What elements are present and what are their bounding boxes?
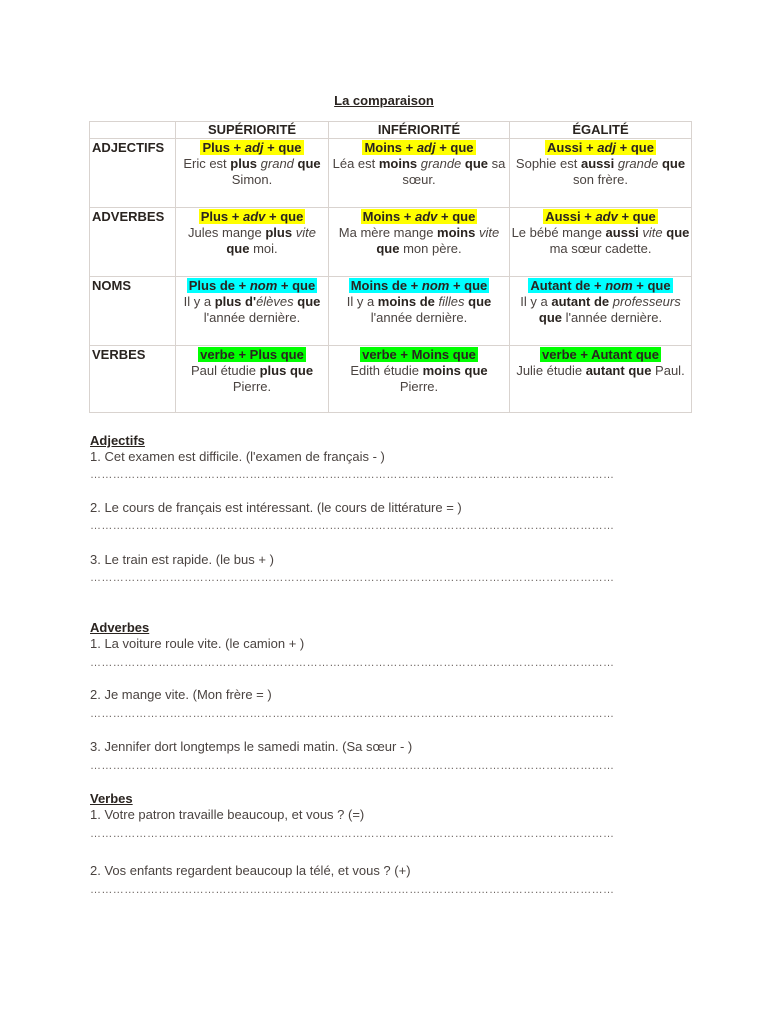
example-text: Le bébé mange aussi vite que ma sœur cadette. (511, 225, 690, 256)
cell-verb-egalite (510, 346, 692, 413)
example-text: Jules mange plus vite que moi. (188, 225, 316, 256)
answer-line[interactable]: ………………………………………………………………………………………………………………………… (90, 760, 615, 772)
exercise-adj-2: 2. Le cours de français est intéressant. (le cours de littérature = ) (90, 500, 462, 515)
example-text: Il y a moins de filles que l'année dernière. (346, 294, 492, 325)
exercise-adv-2: 2. Je mange vite. (Mon frère = ) (90, 687, 272, 702)
example-text: Sophie est aussi grande que son frère. (515, 156, 686, 187)
rule-text: verbe + Moins que (362, 347, 476, 362)
header-superiorite: SUPÉRIORITÉ (176, 122, 329, 139)
rule-text: Autant de + nom + que (530, 278, 671, 293)
rule-text: Plus + adj + que (202, 140, 302, 155)
example-text: Eric est plus grand que Simon. (183, 156, 321, 187)
cell-adj-egalite (510, 139, 692, 208)
rule-text: verbe + Plus que (200, 347, 304, 362)
rule-text: verbe + Autant que (542, 347, 659, 362)
answer-line[interactable]: ………………………………………………………………………………………………………………………… (90, 657, 615, 669)
row-label-adverbes: ADVERBES (90, 208, 176, 277)
cell-nom-egalite (510, 277, 692, 346)
table-row (90, 208, 692, 277)
cell-adj-superiorite (176, 139, 329, 208)
exercise-verb-1: 1. Votre patron travaille beaucoup, et vous ? (=) (90, 807, 365, 822)
example-text: Léa est moins grande que sa sœur. (332, 156, 506, 187)
row-label-noms: NOMS (90, 277, 176, 346)
cell-verb-superiorite (176, 346, 329, 413)
row-label-adjectifs: ADJECTIFS (90, 139, 176, 208)
section-heading-adjectifs: Adjectifs (90, 433, 145, 448)
answer-line[interactable]: ………………………………………………………………………………………………………………………… (90, 469, 615, 481)
cell-nom-superiorite (176, 277, 329, 346)
exercise-adv-1: 1. La voiture roule vite. (le camion + ) (90, 636, 305, 651)
rule-text: Moins + adv + que (362, 209, 476, 224)
cell-adv-inferiorite (329, 208, 510, 277)
example-text: Ma mère mange moins vite que mon père. (338, 225, 500, 256)
exercise-adj-3: 3. Le train est rapide. (le bus + ) (90, 552, 274, 567)
exercise-adv-3: 3. Jennifer dort longtemps le samedi matin. (Sa sœur - ) (90, 739, 413, 754)
answer-line[interactable]: ………………………………………………………………………………………………………………………… (90, 828, 615, 840)
rule-text: Aussi + adj + que (547, 140, 654, 155)
table-header-row (90, 122, 692, 139)
comparison-table (89, 121, 692, 413)
answer-line[interactable]: ………………………………………………………………………………………………………………………… (90, 520, 615, 532)
rule-text: Plus de + nom + que (188, 278, 316, 293)
header-egalite: ÉGALITÉ (510, 122, 692, 139)
answer-line[interactable]: ………………………………………………………………………………………………………………………… (90, 708, 615, 720)
cell-verb-inferiorite (329, 346, 510, 413)
header-inferiorite: INFÉRIORITÉ (329, 122, 510, 139)
rule-text: Moins de + nom + que (350, 278, 488, 293)
example-text: Il y a plus d'élèves que l'année dernière. (183, 294, 321, 325)
cell-adv-egalite (510, 208, 692, 277)
example-text: Julie étudie autant que Paul. (516, 363, 685, 378)
exercise-adj-1: 1. Cet examen est difficile. (l'examen de français - ) (90, 449, 385, 464)
example-text: Il y a autant de professeurs que l'année dernière. (520, 294, 681, 325)
table-row (90, 346, 692, 413)
cell-adj-inferiorite (329, 139, 510, 208)
table-row (90, 277, 692, 346)
section-heading-verbes: Verbes (90, 791, 133, 806)
cell-adv-superiorite (176, 208, 329, 277)
header-empty (90, 122, 176, 139)
rule-text: Moins + adj + que (364, 140, 474, 155)
answer-line[interactable]: ………………………………………………………………………………………………………………………… (90, 572, 615, 584)
table-row (90, 139, 692, 208)
page-title: La comparaison (334, 93, 434, 108)
example-text: Paul étudie plus que Pierre. (190, 363, 314, 394)
exercise-verb-2: 2. Vos enfants regardent beaucoup la télé, et vous ? (+) (90, 863, 411, 878)
rule-text: Plus + adv + que (200, 209, 304, 224)
cell-nom-inferiorite (329, 277, 510, 346)
answer-line[interactable]: ………………………………………………………………………………………………………………………… (90, 884, 615, 896)
example-text: Edith étudie moins que Pierre. (350, 363, 488, 394)
section-heading-adverbes: Adverbes (90, 620, 150, 635)
row-label-verbes: VERBES (90, 346, 176, 413)
rule-text: Aussi + adv + que (545, 209, 656, 224)
